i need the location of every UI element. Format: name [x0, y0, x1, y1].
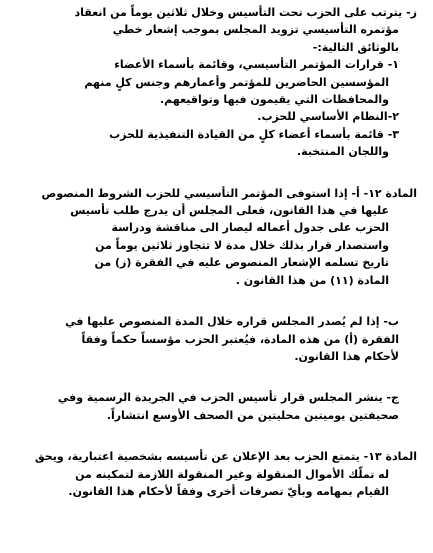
article-12-a-line-1: المادة ١٢- أ- إذا استوفى المؤتمر التأسيسي للحزب الشروط المنصوص: [41, 186, 417, 200]
article-12-c-line-1: ج- ينشر المجلس قرار تأسيس الحزب في الجريدة الرسمية وفي: [57, 391, 399, 405]
article-13: [30, 448, 417, 500]
article-12-paragraph-b: [30, 313, 417, 365]
article-12-b-line-2: الفقرة (أ) من هذه المادة، فيُعتبر الحزب مؤسساً حكماً وفقاً: [81, 332, 399, 346]
article-12-paragraph-a: [30, 185, 417, 289]
clause-z-line-3: بالوثائق التالية:-: [312, 40, 399, 54]
article-12-a-line-2: عليها في هذا القانون، فعلى المجلس أن يدرج طلب تأسيس: [70, 204, 389, 218]
clause-z-item-2: ٢-النظام الأساسي للحزب.: [257, 110, 399, 124]
clause-z-item-1: ١- قرارات المؤتمر التأسيسي، وقائمة بأسماء الأعضاء: [114, 58, 399, 72]
article-12-c-line-2: صحيفتين يوميتين محليتين من الصحف الأوسع انتشاراً.: [106, 408, 399, 422]
article-12-b-line-1: ب- إذا لم يُصدر المجلس قراره خلال المدة المنصوص عليها في: [65, 315, 399, 329]
clause-z: [30, 4, 417, 161]
clause-z-item-1-cont-2: والمحافظات التي يقيمون فيها وتواقيعهم.: [160, 93, 389, 107]
clause-z-line-1: ز- يترتب على الحزب تحت التأسيس وخلال ثلاثين يوماً من انعقاد: [74, 6, 417, 19]
clause-z-item-1-cont-1: المؤسسين الحاضرين للمؤتمر وأعمارهم وجنس كلٍ منهم: [84, 75, 389, 89]
article-12-paragraph-c: [30, 389, 417, 424]
clause-z-item-3-cont: واللجان المنتخبة.: [296, 145, 389, 159]
article-12-b-line-3: لأحكام هذا القانون.: [294, 349, 399, 363]
article-13-line-1: المادة ١٣- يتمتع الحزب بعد الإعلان عن تأسيسه بشخصية اعتبارية، ويحق: [34, 450, 417, 464]
article-12-a-line-3: الحزب على جدول أعماله ليصار الى مناقشة ودراسة: [111, 221, 389, 235]
article-13-line-3: القيام بمهامه وبأيّ تصرفات أخرى وفقاً لأحكام هذا القانون.: [68, 484, 389, 498]
clause-z-line-2: مؤتمره التأسيسي تزويد المجلس بموجب إشعار خطي: [112, 23, 399, 37]
article-12-a-line-6: المادة (١١) من هذا القانون .: [235, 273, 389, 287]
article-12-a-line-5: تاريخ تسلمه الإشعار المنصوص عليه في الفقرة (ز) من: [94, 256, 389, 270]
clause-z-item-3: ٣- قائمة بأسماء أعضاء كلٍ من القيادة التنفيذية للحزب: [109, 127, 399, 141]
article-13-line-2: له تملّك الأموال المنقولة وغير المنقولة اللازمة لتمكينه من: [75, 467, 389, 481]
article-12-a-line-4: واستصدار قرار بذلك خلال مدة لا تتجاوز ثلاثين يوماً من: [95, 238, 389, 252]
